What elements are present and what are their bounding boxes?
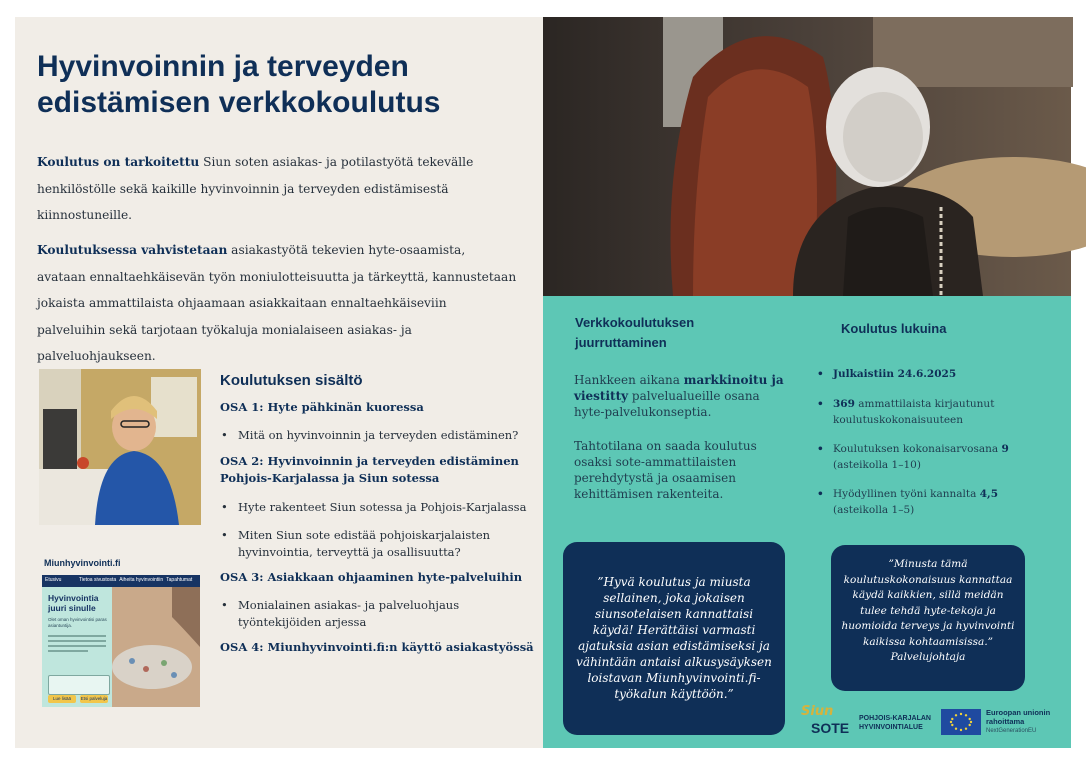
siun-sote-logo: Siun SOTE	[801, 704, 850, 736]
rooting-heading: Verkkokoulutuksen juurruttaminen	[575, 315, 695, 350]
stat-published: • Julkaistiin 24.6.2025	[833, 366, 1043, 382]
site-nav-item: Aiheita hyvinvointiin	[119, 577, 164, 583]
contents-heading: Koulutuksen sisältö	[220, 372, 363, 389]
stats-heading: Koulutus lukuina	[841, 321, 947, 336]
site-label: Miunhyvinvointi.fi	[44, 558, 121, 568]
site-nav-item: Etusivu	[45, 577, 62, 583]
rooting-paragraph-1: Hankkeen aikana markkinoitu ja viestitty palvelualueille osana hyte-palvelukonseptia.	[574, 373, 784, 419]
section-1-title: OSA 1: Hyte pähkinän kuoressa	[220, 400, 424, 414]
site-hero-subtitle: Olet oman hyvinvointisi paras asiantuntija.	[48, 617, 107, 628]
section-4-title: OSA 4: Miunhyvinvointi.fi:n käyttö asiakastyössä	[220, 640, 534, 654]
right-panel	[543, 17, 1071, 748]
left-panel	[15, 17, 543, 748]
section-3-title: OSA 3: Asiakkaan ohjaaminen hyte-palveluihin	[220, 570, 523, 584]
section-1-bullet-1: • Mitä on hyvinvoinnin ja terveyden edistäminen?	[220, 427, 535, 444]
rooting-paragraph-2: Tahtotilana on saada koulutus osaksi sote-ammattilaisten perehdytystä ja osaamisen kehittämisen rakenteita.	[574, 439, 757, 501]
eu-logo: Euroopan unionin rahoittama NextGenerationEU	[941, 708, 1066, 742]
website-screenshot	[42, 575, 200, 707]
quote-box-2	[831, 545, 1025, 691]
nurse-photo	[39, 369, 201, 525]
main-photo	[543, 17, 1071, 296]
stat-registered: • 369 ammattilaista kirjautunut koulutuskokonaisuuteen	[833, 396, 1043, 428]
quote-2-text: ”Minusta tämä koulutuskokonaisuus kannattaa käydä kaikkien, sillä meidän tulee tehdä hyte-tekoja ja huomioida terveys ja hyvinvointi kaikissa kohtaamisissa.”	[841, 558, 1015, 648]
site-nav-item: Tapahtumat	[166, 577, 193, 583]
site-hero-title: Hyvinvointia juuri sinulle	[48, 593, 99, 613]
stat-overall-rating: • Koulutuksen kokonaisarvosana 9 (asteikolla 1–10)	[833, 441, 1043, 473]
intro-paragraph-1: Koulutus on tarkoitettu Siun soten asiakas- ja potilastyötä tekevälle henkilöstölle sekä kaikille hyvinvoinnin ja terveyden edistämisestä kiinnostuneille.	[37, 155, 474, 222]
section-2-bullet-1: • Hyte rakenteet Siun sotessa ja Pohjois-Karjalassa	[220, 499, 535, 516]
section-2-bullet-2: • Miten Siun sote edistää pohjoiskarjalaisten hyvinvointia, terveyttä ja osallisuutta?	[220, 527, 535, 560]
section-2-title: OSA 2: Hyvinvoinnin ja terveyden edistäminen Pohjois-Karjalassa ja Siun sotessa	[220, 453, 519, 485]
logo-row	[801, 704, 1066, 742]
eu-flag-icon	[941, 709, 981, 735]
quote-box-1: ”Hyvä koulutus ja miusta sellainen, joka jokaisen siunsotelaisen kannattaisi käydä! Herättäisi varmasti ajatuksia asian edistämiseksi ja vähintään antaisi alkusysäyksen loistavan Miunhyvinvointi.fi-työkalun käyttöön.”	[563, 542, 785, 735]
course-contents	[220, 372, 535, 656]
poster	[15, 17, 1071, 748]
site-nav-item: Tietoa sivustosta	[78, 577, 117, 583]
quote-2-author: Palvelujohtaja	[890, 651, 966, 663]
stat-usefulness: • Hyödyllinen työni kannalta 4,5 (asteikolla 1–5)	[833, 486, 1043, 518]
site-button-2[interactable]: Etsi palveluja	[80, 696, 108, 701]
intro-paragraph-2: Koulutuksessa vahvistetaan asiakastyötä tekevien hyte-osaamista, avataan ennaltaehkäisevän työn moniulotteisuutta ja tärkeyttä, kannustetaan jokaista ammattilaista ohjaamaan asiakkaitaan ennaltaehkäiseviin palveluihin sekä tarjotaan työkaluja monialaiseen asiakas- ja palveluohjaukseen.	[37, 243, 517, 363]
region-name: POHJOIS-KARJALAN HYVINVOINTIALUE	[859, 715, 931, 731]
site-button-1[interactable]: Lue lisää	[48, 695, 76, 703]
section-3-bullet-1: • Monialainen asiakas- ja palveluohjaus työntekijöiden arjessa	[220, 597, 535, 630]
page-title: Hyvinvoinnin ja terveyden edistämisen verkkokoulutus	[37, 50, 441, 119]
